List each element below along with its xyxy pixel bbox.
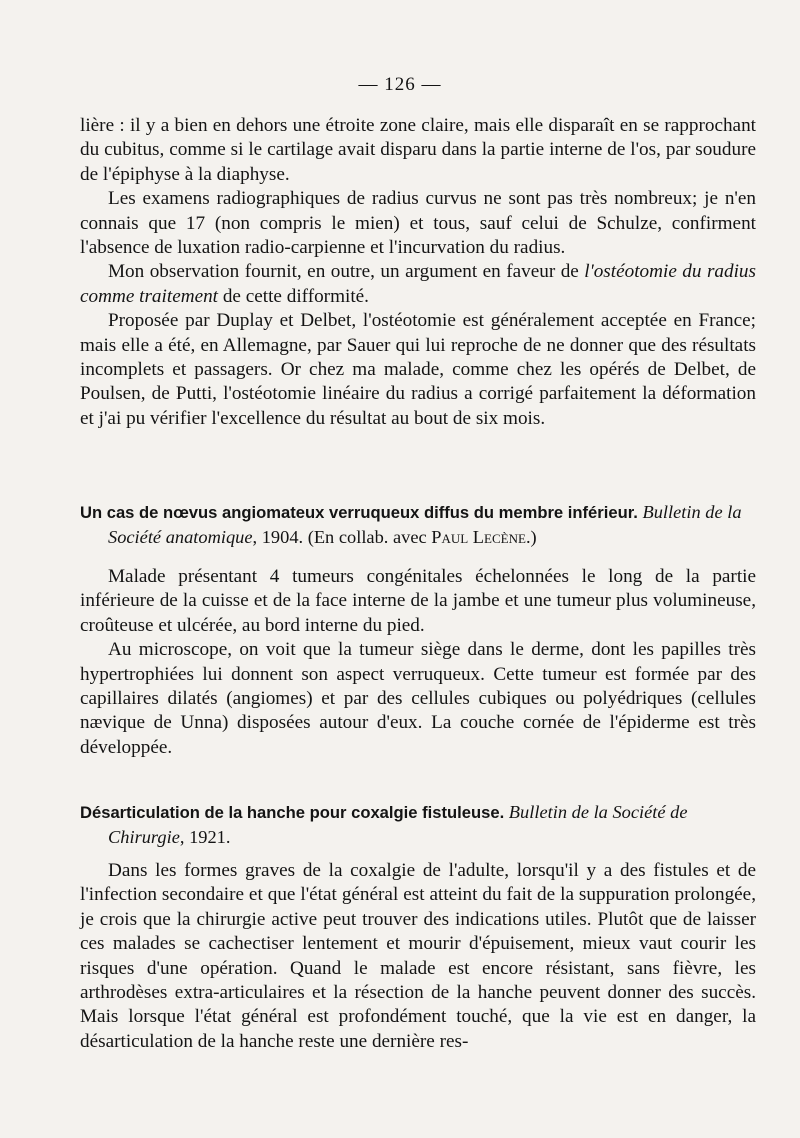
- text-run: Mon observation fournit, en outre, un argument en faveur de: [108, 261, 585, 283]
- paragraph: Au microscope, on voit que la tumeur siège dans le derme, dont les papilles très hypertrophiées lui donnent son aspect verruqueux. Cette tumeur est formée par des capillaires dilatés (angiomes) et par des cellules cubiques ou polyédriques (cellules nævique de Unna) disposées autour d'eux. La couche cornée de l'épiderme est très développée.: [80, 639, 756, 758]
- paragraph: [80, 260, 756, 309]
- paragraph: Les examens radiographiques de radius curvus ne sont pas très nombreux; je n'en connais que 17 (non compris le mien) et tous, sauf celui de Schulze, confirment l'absence de luxation radio-carpienne et l'incurvation du radius.: [80, 188, 756, 259]
- text-run: de cette difformité.: [218, 285, 369, 307]
- title-rest: , 1904. (En collab. avec: [252, 527, 432, 548]
- title-journal: Bulletin de la Société anatomique: [108, 502, 742, 548]
- title-bold: Un cas de nœvus angiomateux verruqueux diffus du membre inférieur.: [80, 503, 638, 522]
- section-title-hanche: [80, 800, 756, 850]
- title-rest: , 1921.: [179, 827, 231, 848]
- emphasis-text: l'ostéotomie du radius comme traitement: [80, 261, 756, 307]
- paragraph: Malade présentant 4 tumeurs congénitales échelonnées le long de la partie inférieure de la cuisse et de la face interne de la jambe et une tumeur plus volumineuse, croûteuse et ulcérée, au bord interne du pied.: [80, 566, 756, 636]
- title-journal: Bulletin de la Société de Chirurgie: [108, 802, 688, 848]
- paragraph: Dans les formes graves de la coxalgie de l'adulte, lorsqu'il y a des fistules et de l'infection secondaire et que l'état général est atteint du fait de la suppuration prolongée, je crois que la chirurgie active peut trouver des indications utiles. Plutôt que de laisser ces malades se cachectiser lentement et mourir d'épuisement, mieux vaut courir les risques d'une opération. Quand le malade est encore résistant, sans fièvre, les arthrodèses extra-articulaires et la résection de la hanche peuvent donner des succès. Mais lorsque l'état général est profondément touché, que la vie est en danger, la désarticulation de la hanche reste une dernière res-: [80, 860, 756, 1052]
- title-end: .): [525, 527, 537, 548]
- paragraph: lière : il y a bien en dehors une étroite zone claire, mais elle disparaît en se rapprochant du cubitus, comme si le cartilage avait disparu dans la partie interne de l'os, par soudure de l'épiphyse à la diaphyse.: [80, 115, 756, 185]
- title-author: Paul Lecène: [431, 527, 526, 548]
- title-bold: Désarticulation de la hanche pour coxalgie fistuleuse.: [80, 803, 505, 822]
- section-title-naevus: [80, 500, 756, 550]
- hanche-body: [80, 859, 756, 1054]
- page-number: — 126 —: [358, 74, 442, 95]
- paragraph: Proposée par Duplay et Delbet, l'ostéotomie est généralement acceptée en France; mais elle a été, en Allemagne, par Sauer qui lui reproche de ne donner que des résultats incomplets et passagers. Or chez ma malade, comme chez les opérés de Delbet, de Poulsen, de Putti, l'ostéotomie linéaire du radius a corrigé parfaitement la déformation et j'ai pu vérifier l'excellence du résultat au bout de six mois.: [80, 310, 756, 429]
- naevus-body: [80, 565, 756, 760]
- radius-curvus-continuation: [80, 114, 756, 431]
